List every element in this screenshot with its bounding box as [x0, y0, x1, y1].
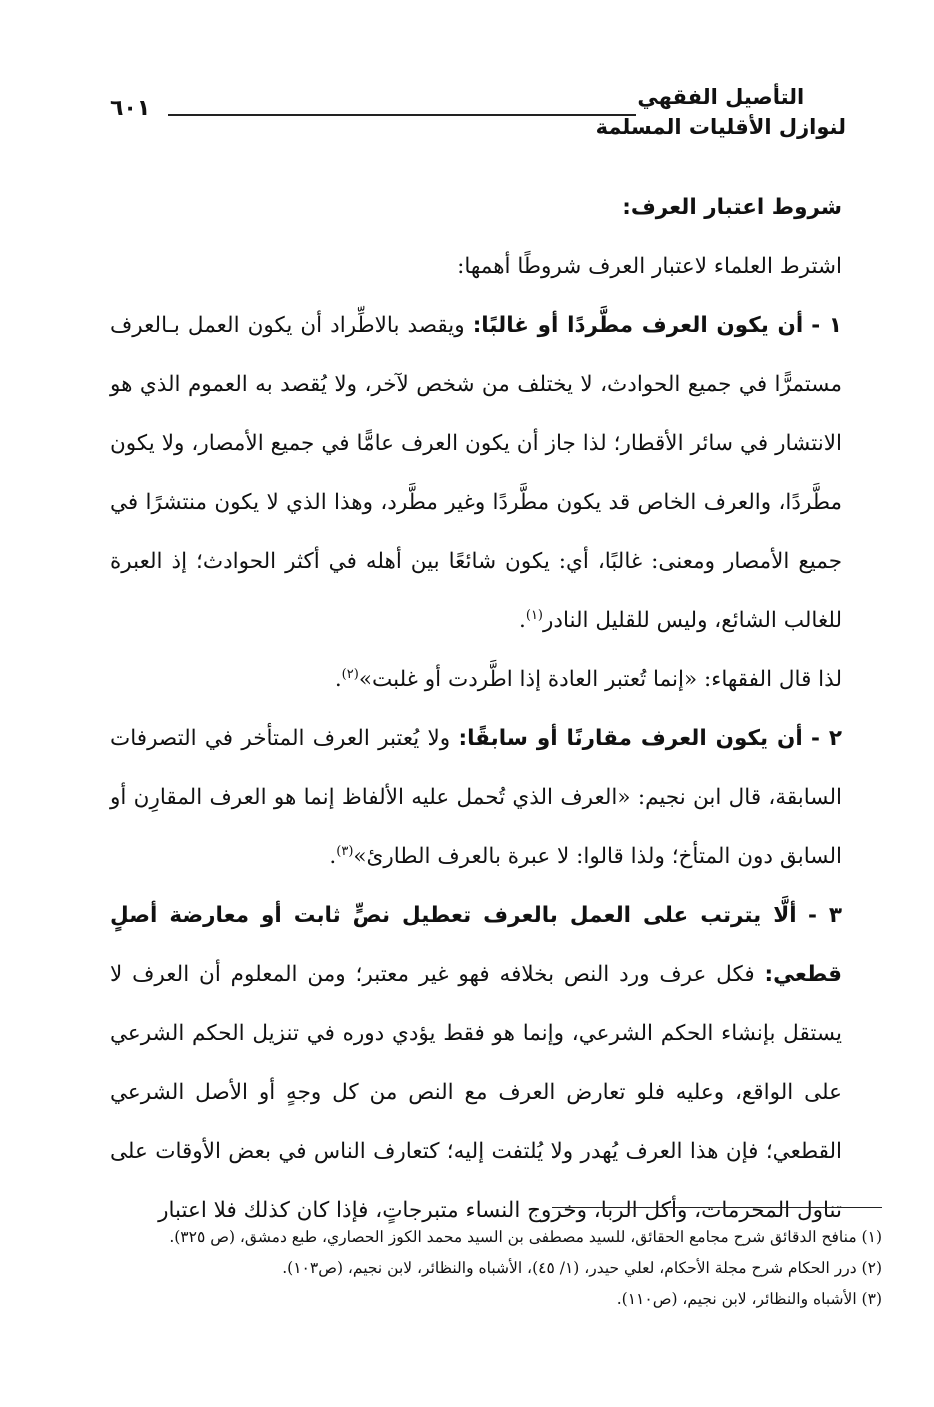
book-title-line-1: التأصيل الفقهي: [637, 85, 805, 109]
condition-number: ٣ -: [807, 903, 842, 928]
condition-text: ولا يُعتبر العرف المتأخر في التصرفات السابقة، قال ابن نجيم: «العرف الذي تُحمل عليه الألفاظ إنما هو العرف المقارِن أو السابق دون المتأخ؛ ولذا قالوا: لا عبرة بالعرف الطارئ»: [110, 726, 842, 869]
condition-text: فكل عرف ورد النص بخلافه فهو غير معتبر؛ ومن المعلوم أن العرف لا يستقل بإنشاء الحكم الشرعي، وإنما هو فقط يؤدي دوره في تنزيل الحكم الشرعي على الواقع، وعليه فلو تعارض العرف مع النص من كل وجهٍ أو الأصل الشرعي القطعي؛ فإن هذا العرف يُهدر ولا يُلتفت إليه؛ كتعارف الناس في بعض الأوقات على تناول المحرمات، وأكل الربا، وخروج النساء متبرجاتٍ، فإذا كان كذلك فلا اعتبار: [110, 962, 842, 1223]
main-text: [110, 178, 842, 1240]
footnote-divider: [552, 1207, 882, 1208]
header-divider: [168, 114, 636, 116]
condition-number: ١ -: [811, 313, 842, 338]
section-intro: اشترط العلماء لاعتبار العرف شروطًا أهمها:: [457, 254, 842, 279]
condition-heading: أن يكون العرف مطَّردًا أو غالبًا:: [472, 313, 804, 338]
footnote-ref[interactable]: (٣): [336, 843, 354, 859]
condition-heading: ألَّا يترتب على العمل بالعرف تعطيل نصٍّ ثابت أو معارضة أصلٍ قطعي:: [110, 903, 842, 987]
footnote-2: (٢) درر الحكام شرح مجلة الأحكام، لعلي حيدر، (١/ ٤٥)، الأشباه والنظائر، لابن نجيم، (ص١٠٣).: [282, 1259, 882, 1277]
condition-1-quote: لذا قال الفقهاء: «إنما تُعتبر العادة إذا اطَّردت أو غلبت»$^{(٢)}$.: [334, 666, 842, 692]
running-header: [110, 82, 846, 152]
condition-heading: أن يكون العرف مقارنًا أو سابقًا:: [458, 726, 803, 751]
page-number: ٦٠١: [110, 96, 151, 121]
footnote-ref[interactable]: (٢): [341, 666, 359, 682]
condition-text: ويقصد بالاطِّراد أن يكون العمل بـالعرف مستمرًّا في جميع الحوادث، لا يختلف من شخص لآخر، ولا يُقصد به العموم الذي هو الانتشار في سائر الأقطار؛ لذا جاز أن يكون العرف عامًّا في جميع الأمصار، ولا يكون مطَّردًا، والعرف الخاص قد يكون مطَّردًا وغير مطَّرد، وهذا الذي لا يكون منتشرًا في جميع الأمصار ومعنى: غالبًا، أي: يكون شائعًا بين أهله في أكثر الحوادث؛ إذ العبرة للغالب الشائع، وليس للقليل النادر: [110, 313, 842, 633]
book-title: [596, 82, 846, 142]
footnotes: [110, 1222, 882, 1315]
book-title-line-2: لنوازل الأقليات المسلمة: [595, 115, 846, 139]
footnote-3: (٣) الأشباه والنظائر، لابن نجيم، (ص١١٠).: [616, 1290, 882, 1308]
footnote-1: (١) منافح الدقائق شرح مجامع الحقائق، للسيد مصطفى بن السيد محمد الكوز الحصاري، طبع دمشق، (ص ٣٢٥).: [169, 1228, 882, 1246]
condition-2: ٢ - أن يكون العرف مقارنًا أو سابقًا: ولا يُعتبر العرف المتأخر في التصرفات السابقة، قال ابن نجيم: «العرف الذي تُحمل عليه الألفاظ إنما هو العرف المقارِن أو السابق دون المتأخ؛ ولذا قالوا: لا عبرة بالعرف الطارئ»$^{(٣)}$.: [110, 726, 842, 869]
quote-text: لذا قال الفقهاء: «إنما تُعتبر العادة إذا اطَّردت أو غلبت»: [358, 667, 842, 692]
condition-number: ٢ -: [811, 726, 842, 751]
footnote-ref[interactable]: (١): [525, 607, 543, 623]
condition-1: ١ - أن يكون العرف مطَّردًا أو غالبًا: ويقصد بالاطِّراد أن يكون العمل بـالعرف مستمرًّا في جميع الحوادث، لا يختلف من شخص لآخر، ولا يُقصد به العموم الذي هو الانتشار في سائر الأقطار؛ لذا جاز أن يكون العرف عامًّا في جميع الأمصار، ولا يكون مطَّردًا، والعرف الخاص قد يكون مطَّردًا وغير مطَّرد، وهذا الذي لا يكون منتشرًا في جميع الأمصار ومعنى: غالبًا، أي: يكون شائعًا بين أهله في أكثر الحوادث؛ إذ العبرة للغالب الشائع، وليس للقليل النادر$^{(١)}$.: [110, 313, 842, 633]
section-title: شروط اعتبار العرف:: [622, 195, 842, 220]
condition-3: [110, 886, 842, 1240]
